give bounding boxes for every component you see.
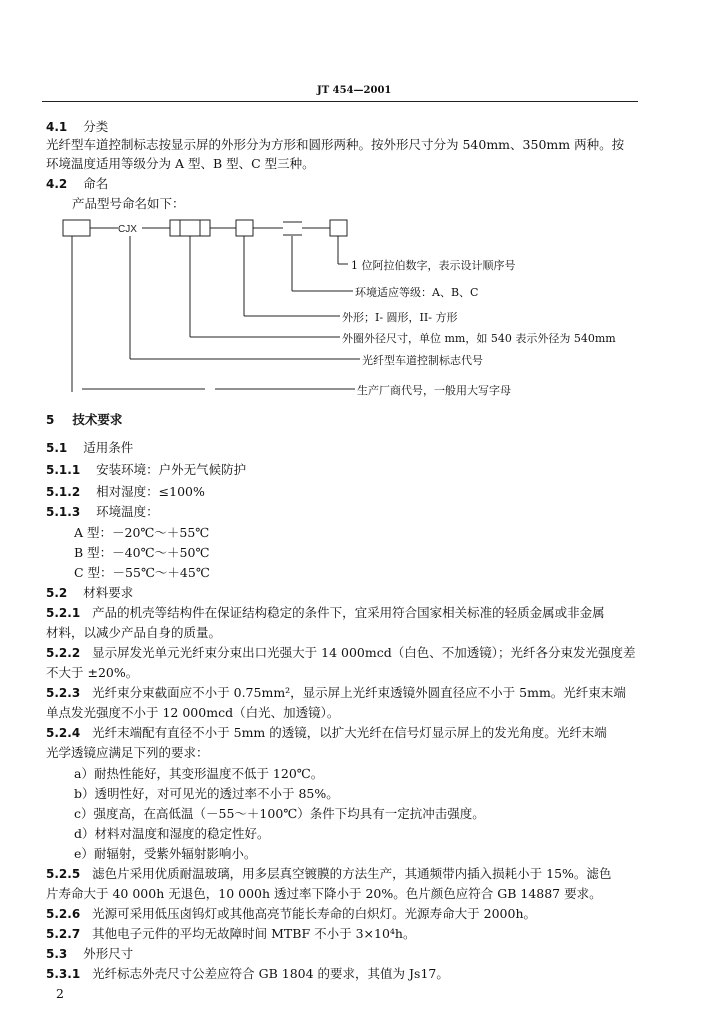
clause-5-1-2 bbox=[46, 484, 205, 500]
section-title: 命名 bbox=[83, 176, 109, 191]
clause-number: 5.2.1 bbox=[46, 606, 81, 620]
section-5-2-heading bbox=[46, 585, 133, 601]
paragraph-line: 片寿命大于 40 000h 无退色，10 000h 透过率下降小于 20%。色片颜色应符合 GB 14887 要求。 bbox=[46, 886, 602, 901]
clause-number: 5.2.6 bbox=[46, 907, 81, 921]
label-shape: 外形；I- 圆形，II- 方形 bbox=[342, 311, 458, 324]
section-number: 5.3 bbox=[46, 947, 68, 961]
clause-text: 安装环境：户外无气候防护 bbox=[96, 462, 247, 477]
clause-text: 显示屏发光单元光纤束分束出口光强大于 14 000mcd（白色、不加透镜）；光纤各分束发光强度差 bbox=[92, 645, 636, 660]
list-item: b）透明性好，对可见光的透过率不小于 85%。 bbox=[74, 786, 339, 801]
section-number: 5.1 bbox=[46, 441, 68, 455]
section-5-heading bbox=[46, 412, 122, 428]
naming-intro: 产品型号命名如下： bbox=[72, 196, 185, 211]
clause-text: 光纤束分束截面应不小于 0.75mm²，显示屏上光纤束透镜外圆直径应不小于 5mm。光纤束末端 bbox=[92, 685, 626, 700]
section-title: 外形尺寸 bbox=[83, 946, 134, 961]
diameter-box bbox=[170, 220, 210, 236]
paragraph-line: 不大于 ±20%。 bbox=[46, 665, 139, 680]
clause-5-1-3 bbox=[46, 504, 159, 520]
clause-number: 5.1.1 bbox=[46, 463, 81, 477]
clause-text: 产品的机壳等结构件在保证结构稳定的条件下，宜采用符合国家相关标准的轻质金属或非金属 bbox=[92, 605, 605, 620]
label-sign-code: 光纤型车道控制标志代号 bbox=[362, 354, 483, 367]
clause-number: 5.2.5 bbox=[46, 867, 81, 881]
paragraph-line: 光纤型车道控制标志按显示屏的外形分为方形和圆形两种。按外形尺寸分为 540mm、350mm 两种。按 bbox=[46, 137, 625, 152]
clause-number: 5.2.3 bbox=[46, 686, 81, 700]
diagram-code-text: CJX bbox=[118, 224, 137, 235]
temp-type-a: A 型：－20℃～＋55℃ bbox=[74, 525, 210, 540]
label-serial-number: 1 位阿拉伯数字，表示设计顺序号 bbox=[351, 259, 516, 272]
page-header-code: JT 454—2001 bbox=[317, 85, 392, 96]
clause-number: 5.2.2 bbox=[46, 646, 81, 660]
clause-text: 环境温度： bbox=[96, 504, 159, 519]
clause-5-2-6 bbox=[46, 906, 536, 922]
page-number: 2 bbox=[56, 986, 64, 1001]
clause-5-2-7 bbox=[46, 926, 415, 942]
clause-5-2-2 bbox=[46, 645, 635, 661]
clause-text: 其他电子元件的平均无故障时间 MTBF 不小于 3×10⁴h。 bbox=[92, 926, 416, 941]
clause-5-2-4 bbox=[46, 725, 607, 741]
section-title: 适用条件 bbox=[83, 440, 134, 455]
clause-number: 5.1.3 bbox=[46, 505, 81, 519]
temp-type-c: C 型：－55℃～＋45℃ bbox=[74, 565, 210, 580]
clause-number: 5.2.4 bbox=[46, 726, 81, 740]
list-item: a）耐热性能好，其变形温度不低于 120℃。 bbox=[74, 766, 324, 781]
serial-number-box bbox=[330, 220, 347, 236]
clause-text: 光纤末端配有直径不小于 5mm 的透镜，以扩大光纤在信号灯显示屏上的发光角度。光纤末端 bbox=[92, 725, 607, 740]
clause-text: 滤色片采用优质耐温玻璃，用多层真空镀膜的方法生产，其通频带内插入损耗小于 15%。滤色 bbox=[92, 866, 612, 881]
manufacturer-code-box bbox=[63, 220, 90, 236]
section-title: 材料要求 bbox=[83, 585, 134, 600]
clause-5-2-5 bbox=[46, 866, 611, 882]
section-5-1-heading bbox=[46, 440, 133, 456]
clause-5-3-1 bbox=[46, 966, 449, 982]
clause-number: 5.3.1 bbox=[46, 967, 81, 981]
shape-box bbox=[236, 220, 253, 236]
clause-number: 5.2.7 bbox=[46, 927, 81, 941]
list-item: c）强度高，在高低温（－55～＋100℃）条件下均具有一定抗冲击强度。 bbox=[74, 806, 485, 821]
paragraph-line: 单点发光强度不小于 12 000mcd（白光、加透镜）。 bbox=[46, 705, 340, 720]
clause-5-2-1 bbox=[46, 605, 605, 621]
clause-5-2-3 bbox=[46, 685, 626, 701]
clause-text: 光源可采用低压卤钨灯或其他高亮节能长寿命的白炽灯。光源寿命大于 2000h。 bbox=[92, 906, 536, 921]
label-diameter: 外圈外径尺寸，单位 mm，如 540 表示外径为 540mm bbox=[342, 332, 616, 345]
paragraph-line: 材料，以减少产品自身的质量。 bbox=[46, 625, 222, 640]
temp-type-b: B 型：－40℃～＋50℃ bbox=[74, 545, 210, 560]
paragraph-line: 环境温度适用等级分为 A 型、B 型、C 型三种。 bbox=[46, 156, 315, 171]
list-item: d）材料对温度和湿度的稳定性好。 bbox=[74, 826, 270, 841]
paragraph-line: 光学透镜应满足下列的要求： bbox=[46, 745, 209, 760]
section-number: 5 bbox=[46, 413, 55, 427]
clause-5-1-1 bbox=[46, 462, 246, 478]
section-number: 4.2 bbox=[46, 177, 68, 191]
section-5-3-heading bbox=[46, 946, 133, 962]
section-number: 5.2 bbox=[46, 586, 68, 600]
clause-number: 5.1.2 bbox=[46, 485, 81, 499]
label-manufacturer: 生产厂商代号，一般用大写字母 bbox=[357, 384, 511, 397]
clause-text: 相对湿度：≤100% bbox=[96, 484, 205, 499]
list-item: e）耐辐射，受紫外辐射影响小。 bbox=[74, 846, 257, 861]
label-env-level: 环境适应等级：A、B、C bbox=[355, 286, 479, 299]
section-title: 分类 bbox=[83, 119, 109, 134]
section-number: 4.1 bbox=[46, 120, 68, 134]
section-title: 技术要求 bbox=[72, 412, 123, 427]
clause-text: 光纤标志外壳尺寸公差应符合 GB 1804 的要求，其值为 Js17。 bbox=[92, 966, 449, 981]
